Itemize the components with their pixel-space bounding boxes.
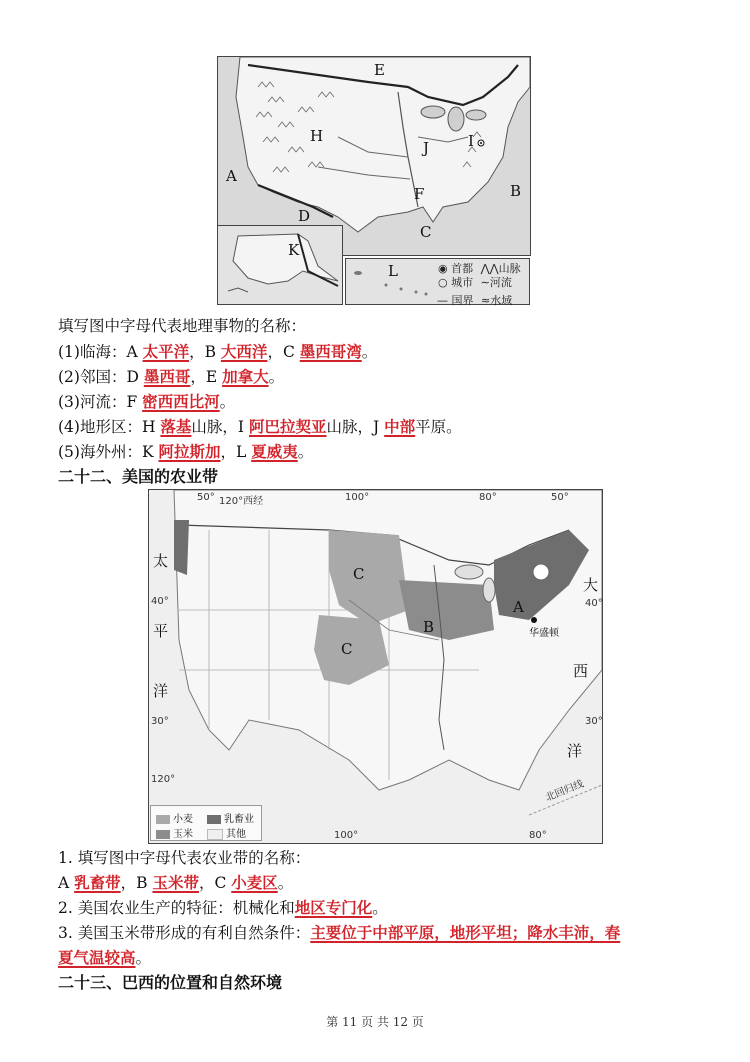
corn-swatch — [156, 830, 170, 839]
border-legend-icon: — — [437, 294, 448, 307]
terrain-end: 平原。 — [415, 418, 462, 436]
q2-line2 — [58, 873, 293, 893]
q2-line4 — [58, 923, 620, 943]
q1-neighbor-line — [58, 367, 284, 387]
wheat-swatch — [156, 815, 170, 824]
agriculture-map-drawing — [149, 490, 602, 843]
legend-other: 其他 — [226, 829, 246, 840]
alaska-drawing — [218, 226, 342, 304]
map1-legend — [438, 262, 521, 290]
answer-conditions-1: 主要位于中部平原，地形平坦；降水丰沛，春 — [310, 923, 621, 942]
q1-prompt: 填写图中字母代表地理事物的名称： — [58, 317, 307, 335]
alaska-inset — [217, 225, 343, 305]
feature-end: 。 — [372, 899, 388, 917]
lat-left-30: 30° — [151, 716, 169, 727]
overseas-end: 。 — [297, 443, 314, 461]
answer-mexico: 墨西哥 — [143, 367, 191, 386]
answer-hawaii: 夏威夷 — [251, 442, 298, 461]
neighbor-mid: ，E — [190, 368, 223, 386]
belt-a-prefix: A — [58, 874, 75, 892]
legend-river: 河流 — [489, 276, 512, 289]
map1-label-f: F — [414, 185, 425, 203]
map1-label-h: H — [310, 127, 324, 145]
map1-label-a: A — [226, 167, 237, 185]
map2-legend — [150, 805, 262, 841]
terrain-mid1: 山脉，I — [191, 418, 249, 436]
pacific-char-2: 平 — [153, 622, 169, 640]
condition-end: 。 — [135, 949, 152, 967]
belt-label-c-south: C — [341, 640, 353, 658]
legend-water: 水域 — [490, 294, 513, 307]
page-footer: 第 11 页 共 12 页 — [326, 1015, 424, 1029]
atlantic-char-3: 洋 — [567, 742, 583, 760]
belt-label-a: A — [513, 598, 524, 616]
river-end: 。 — [219, 393, 236, 411]
q1-overseas-line — [58, 442, 313, 462]
lon-bottom-80: 80° — [529, 830, 547, 841]
lat-left-120: 120° — [151, 774, 176, 785]
map1-label-e: E — [374, 61, 385, 79]
answer-appalachian: 阿巴拉契亚 — [248, 417, 327, 436]
lon-top-80: 80° — [479, 492, 497, 503]
coast-prefix: (1)临海：A — [58, 343, 143, 361]
river-prefix: (3)河流：F — [58, 393, 143, 411]
map1-label-l: L — [388, 262, 398, 280]
legend-mountain: 山脉 — [498, 262, 521, 275]
legend-corn: 玉米 — [173, 829, 193, 840]
q2-line3 — [58, 898, 388, 918]
coast-end: 。 — [361, 343, 378, 361]
coast-mid1: ，B — [189, 343, 221, 361]
atlantic-char-1: 大 — [583, 576, 599, 594]
neighbor-end: 。 — [268, 368, 285, 386]
water-legend-icon: ≈ — [481, 294, 491, 307]
condition-prefix: 3. 美国玉米带形成的有利自然条件： — [58, 924, 311, 942]
washington-label: 华盛顿 — [529, 628, 559, 639]
answer-specialization: 地区专门化 — [294, 898, 373, 917]
answer-rocky: 落基 — [160, 417, 192, 436]
neighbor-prefix: (2)邻国：D — [58, 368, 144, 386]
map1-label-d: D — [298, 207, 311, 225]
answer-atlantic: 大西洋 — [220, 342, 268, 361]
lon-top-100: 100° — [345, 492, 370, 503]
answer-pacific: 太平洋 — [142, 342, 190, 361]
feature-prefix: 2. 美国农业生产的特征：机械化和 — [58, 899, 295, 917]
answer-mississippi: 密西西比河 — [142, 392, 220, 411]
lon-top-50w: 50° — [197, 492, 215, 503]
belt-c-prefix: ，C — [198, 874, 232, 892]
map1-label-k: K — [288, 241, 300, 259]
lat-right-30: 30° — [585, 716, 603, 727]
q1-terrain-line — [58, 417, 462, 437]
q2-line5 — [58, 948, 151, 968]
answer-corn-belt: 玉米带 — [152, 873, 199, 892]
terrain-mid2: 山脉，J — [326, 418, 385, 436]
legend-capital: 首都 — [451, 262, 474, 275]
pacific-char-3: 洋 — [153, 682, 169, 700]
belt-label-b: B — [423, 618, 435, 636]
overseas-mid: ，L — [220, 443, 252, 461]
usa-agriculture-map — [148, 489, 603, 844]
section23-title: 二十三、巴西的位置和自然环境 — [58, 973, 283, 992]
legend-border: 国界 — [451, 294, 474, 307]
q1-river-line — [58, 392, 235, 412]
river-legend-icon: ∼ — [480, 276, 490, 289]
answer-conditions-2: 夏气温较高 — [58, 948, 136, 967]
answer-canada: 加拿大 — [222, 367, 269, 386]
lon-top-50e: 50° — [551, 492, 569, 503]
mountain-legend-icon: ⋀⋀ — [480, 262, 499, 275]
other-swatch — [207, 829, 223, 840]
tropic-label: 北回归线 — [544, 778, 586, 804]
lon-top-120: 120°西经 — [219, 496, 264, 507]
legend-dairy: 乳畜业 — [224, 814, 254, 825]
lat-left-40: 40° — [151, 596, 169, 607]
answer-gulf: 墨西哥湾 — [299, 342, 362, 361]
lon-bottom-100: 100° — [334, 830, 359, 841]
answer-alaska: 阿拉斯加 — [158, 442, 221, 461]
dairy-west — [174, 520, 189, 575]
map1-legend-row3 — [437, 292, 512, 308]
q1-coast-line — [58, 342, 377, 362]
section22-title: 二十二、美国的农业带 — [58, 467, 219, 486]
dairy-swatch — [207, 815, 221, 824]
lat-right-40: 40° — [585, 598, 603, 609]
map1-label-j: J — [423, 139, 430, 157]
answer-dairy-belt: 乳畜带 — [74, 873, 121, 892]
legend-city: 城市 — [451, 276, 474, 289]
pacific-char-1: 太 — [153, 552, 169, 570]
belt-end: 。 — [277, 874, 294, 892]
belt-b-prefix: ，B — [120, 874, 153, 892]
atlantic-char-2: 西 — [573, 662, 589, 680]
belt-label-c-north: C — [353, 565, 365, 583]
legend-wheat: 小麦 — [173, 814, 193, 825]
map1-label-i: I — [468, 132, 474, 150]
coast-mid2: ，C — [267, 343, 300, 361]
answer-wheat-region: 小麦区 — [231, 873, 278, 892]
terrain-prefix: (4)地形区：H — [58, 418, 161, 436]
map1-label-c: C — [420, 223, 432, 241]
capital-legend-icon: ◉ — [438, 262, 448, 275]
answer-central: 中部 — [384, 417, 416, 436]
map1-label-b: B — [510, 182, 522, 200]
corn-belt — [399, 580, 494, 640]
q2-line1: 1. 填写图中字母代表农业带的名称： — [58, 849, 311, 867]
overseas-prefix: (5)海外州：K — [58, 443, 159, 461]
city-legend-icon: ○ — [438, 276, 448, 289]
